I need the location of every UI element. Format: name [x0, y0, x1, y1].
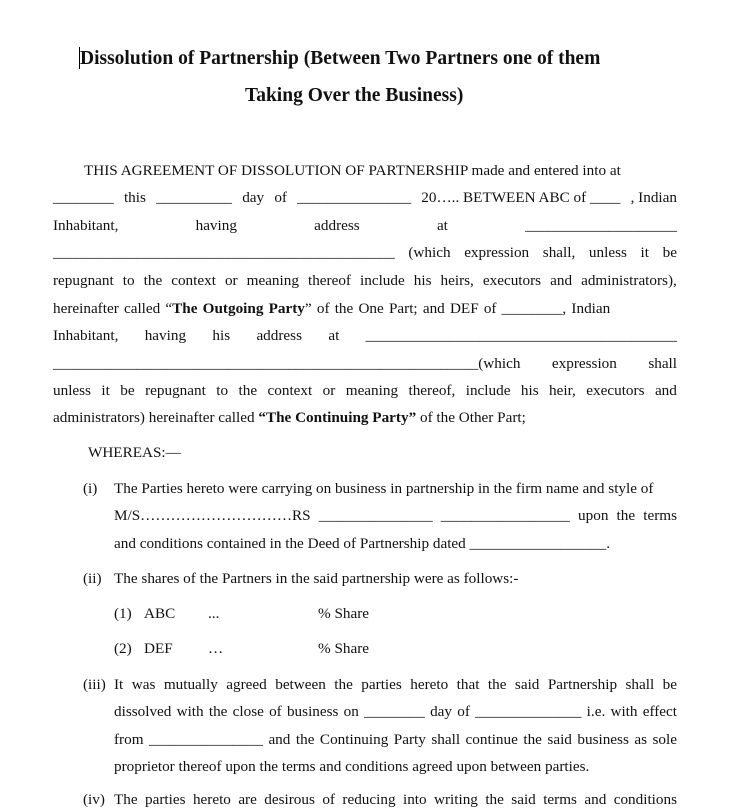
item-i-line-1: The Parties hereto were carrying on business in partnership in the firm name and style of [114, 480, 654, 497]
item-i-number: (i) [83, 480, 98, 497]
whereas-heading: WHEREAS:— [88, 444, 181, 461]
outgoing-party-term: The Outgoing Party [172, 300, 305, 317]
item-iv-number: (iv) [83, 791, 105, 808]
item-iii-line-2: dissolved with the close of business on ________ day of ______________ i.e. with effect [114, 703, 677, 720]
para1-line-4: _____________________________________________ (which expression shall, unless it be [53, 244, 677, 261]
share-1-dots: ... [208, 605, 220, 622]
para1-line-1: THIS AGREEMENT OF DISSOLUTION OF PARTNERSHIP made and entered into at [84, 162, 621, 179]
share-2-dots: … [208, 640, 224, 657]
share-1-number: (1) [114, 605, 132, 622]
item-ii-number: (ii) [83, 570, 102, 587]
para1-line-9: unless it be repugnant to the context or meaning thereof, include his heir, executors and [53, 382, 677, 399]
item-i-line-2: M/S…………………………RS _______________ _________________ upon the terms [114, 507, 677, 524]
item-i-line-3: and conditions contained in the Deed of Partnership dated __________________. [114, 535, 611, 552]
share-2-name: DEF [144, 640, 173, 657]
item-iii-number: (iii) [83, 676, 106, 693]
item-iii-line-4: proprietor thereof upon the terms and conditions agreed upon between parties. [114, 758, 590, 775]
para1-line-2: ________ this __________ day of _______________ 20….. BETWEEN ABC of ____ , Indian [53, 189, 677, 206]
para1-line-8: ________________________________________________________(which expression shall [53, 355, 677, 372]
share-2-number: (2) [114, 640, 132, 657]
continuing-party-term: “The Continuing Party” [258, 409, 417, 426]
item-iii-line-1: It was mutually agreed between the parties hereto that the said Partnership shall be [114, 676, 677, 693]
item-iii-line-3: from _______________ and the Continuing Party shall continue the said business as sole [114, 731, 677, 748]
share-1-name: ABC [144, 605, 176, 622]
item-iv-line-1: The parties hereto are desirous of reducing into writing the said terms and conditions [114, 791, 677, 808]
para1-line-5: repugnant to the context or meaning thereof include his heirs, executors and administrators), [53, 272, 677, 289]
document-title-line-2: Taking Over the Business) [245, 85, 464, 106]
share-1-value: % Share [318, 605, 370, 622]
para1-line-3: Inhabitant, having address at ____________________ [53, 217, 677, 234]
para1-line-7: Inhabitant, having his address at _________________________________________ [53, 327, 677, 344]
item-ii-line-1: The shares of the Partners in the said partnership were as follows:- [114, 570, 519, 587]
share-2-value: % Share [318, 640, 370, 657]
para1-line-6: hereinafter called “The Outgoing Party” of the One Part; and DEF of ________, Indian [53, 300, 611, 317]
para1-line-10: administrators) hereinafter called “The Continuing Party” of the Other Part; [53, 409, 526, 426]
document-title-line-1: Dissolution of Partnership (Between Two Partners one of them [80, 48, 601, 69]
